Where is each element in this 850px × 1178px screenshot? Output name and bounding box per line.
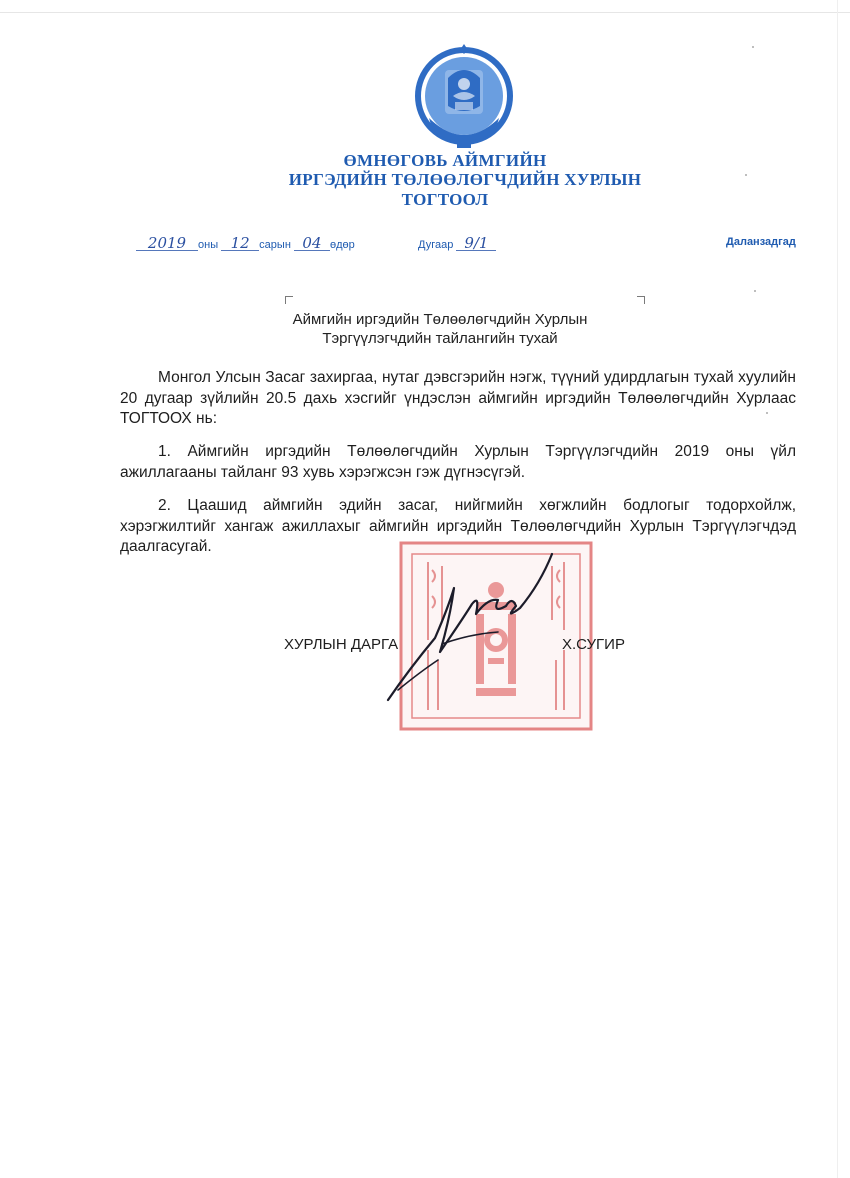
body-item-2: 2. Цаашид аймгийн эдийн засаг, нийгмийн хөгжлийн бодлогыг тодорхойлж, хэрэгжилтийг хангаж ажиллахыг аймгийн иргэдийн Төлөөлөгчдийн Хурлын Тэргүүлэгчдэд даалгасугай. [120,497,796,555]
state-emblem-icon [415,40,513,152]
header-line-1: ӨМНӨГОВЬ АЙМГИЙН [343,151,547,170]
city-name: Даланзадгад [726,236,796,248]
date-month-suffix: сарын [259,239,291,251]
date-month: 12 [221,236,259,251]
subject-line-1: Аймгийн иргэдийн Төлөөлөгчдийн Хурлын [292,311,588,328]
scan-speck [766,412,768,414]
header-line-2: ИРГЭДИЙН ТӨЛӨӨЛӨГЧДИЙН ХУРЛЫН [288,170,642,189]
body-intro: Монгол Улсын Засаг захиргаа, нутаг дэвсгэрийн нэгж, түүний удирдлагын тухай хуулийн 20 дугаар зүйлийн 20.5 дахь хэсгийг үндэслэн аймгийн иргэдийн Төлөөлөгчдийн Хурлаас ТОГТООХ нь: [120,369,796,427]
number-line [418,236,496,251]
scan-speck [752,46,754,48]
signer-title: ХУРЛЫН ДАРГА [284,636,399,653]
date-day: 04 [294,236,330,251]
signer-name: Х.СУГИР [562,636,625,653]
subject-bracket-left [285,296,293,304]
handwritten-signature [380,548,560,708]
scan-edge-top [0,12,850,13]
number-label: Дугаар [418,239,454,251]
subject-line-2: Тэргүүлэгчдийн тайлангийн тухай [322,330,558,347]
document-number: 9/1 [456,236,496,251]
subject-bracket-right [637,296,645,304]
header-title: ТОГТООЛ [401,190,489,209]
body-item-1: 1. Аймгийн иргэдийн Төлөөлөгчдийн Хурлын Тэргүүлэгчдийн 2019 оны үйл ажиллагааны тайланг 93 хувь хэрэгжсэн гэж дүгнэсүгэй. [120,443,796,481]
date-year: 2019 [136,236,198,251]
date-line [136,236,355,251]
date-day-suffix: өдөр [329,239,355,251]
scan-speck [754,290,756,292]
date-year-suffix: оны [198,239,219,251]
scan-speck [745,174,747,176]
